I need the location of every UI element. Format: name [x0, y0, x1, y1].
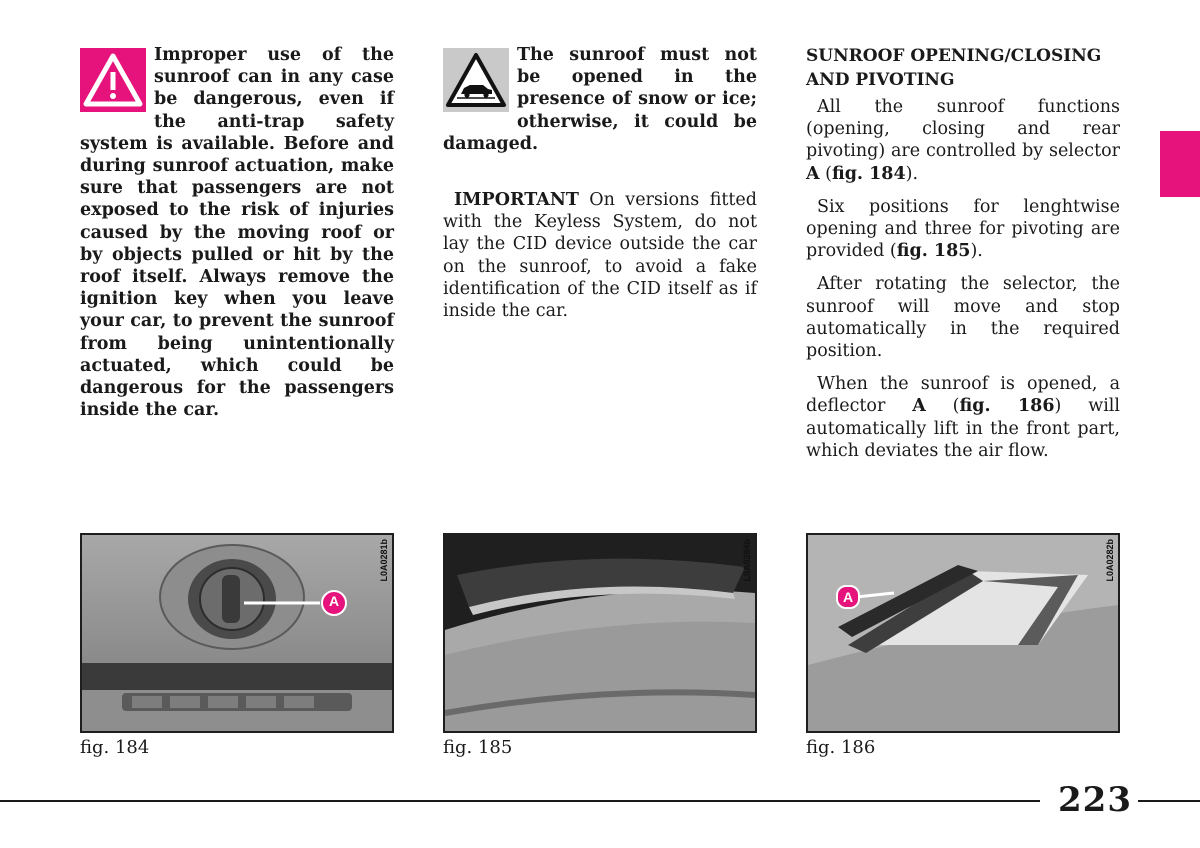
section-tab-marker: [1160, 131, 1200, 197]
column-middle: [443, 44, 757, 333]
column-left: [80, 44, 394, 421]
figure-code: L0A0281b: [379, 539, 389, 582]
selector-knob-illustration: [82, 535, 392, 731]
safety-warning-text: Improper use of the sunroof can in any case be dangerous, even if the anti-trap safety system is available. Before and during sunroof actuation, make sure that passengers are not exposed to the risk of injuries caused by the moving roof or by objects pulled or hit by the roof itself. Always remove the ignition key when you leave your car, to prevent the sunroof from being unintentionally actuated, which could be dangerous for the passengers inside the car.: [80, 45, 394, 421]
paragraph-deflector: When the sunroof is opened, a deflector A (fig. 186) will automatically lift in the front part, which deviates the air flow.: [806, 374, 1120, 461]
important-text: On versions fitted with the Keyless System, do not lay the CID device outside the car on the sunroof, to avoid a fake identification of the CID itself as if inside the car.: [443, 190, 757, 322]
paragraph-rotation: After rotating the selector, the sunroof will move and stop automatically in the required position.: [806, 274, 1120, 362]
warning-triangle-icon: [80, 48, 146, 112]
figure-185-sunroof-open-photo: [443, 533, 757, 733]
caption-fig-186: fig. 186: [806, 737, 876, 758]
important-label: IMPORTANT: [454, 190, 579, 211]
figure-code: L0A0282b: [1105, 539, 1115, 582]
callout-a: A: [836, 585, 860, 609]
paragraph-positions: Six positions for lenghtwise opening and three for pivoting are provided (fig. 185).: [806, 196, 1120, 262]
car-hazard-icon: [443, 48, 509, 112]
section-heading: SUNROOF OPENING/CLOSING AND PIVOTING: [806, 46, 1102, 90]
callout-a: A: [328, 593, 340, 609]
important-note: [443, 189, 757, 322]
caption-fig-184: fig. 184: [80, 737, 150, 758]
deflector-illustration: [808, 535, 1118, 731]
footer-rule-left: [0, 800, 1040, 802]
caption-fig-185: fig. 185: [443, 737, 513, 758]
sunroof-raised-illustration: [445, 535, 755, 731]
snow-ice-warning-text: The sunroof must not be opened in the presence of snow or ice; otherwise, it could be damaged.: [443, 45, 757, 154]
figure-code: L0A0284b: [742, 539, 752, 582]
figure-184-selector-photo: [80, 533, 394, 733]
paragraph-selector: All the sunroof functions (opening, closing and rear pivoting) are controlled by selector A (fig. 184).: [806, 97, 1120, 184]
figure-186-deflector-photo: [806, 533, 1120, 733]
column-right: [806, 44, 1120, 473]
page-number: 223: [1052, 780, 1138, 820]
